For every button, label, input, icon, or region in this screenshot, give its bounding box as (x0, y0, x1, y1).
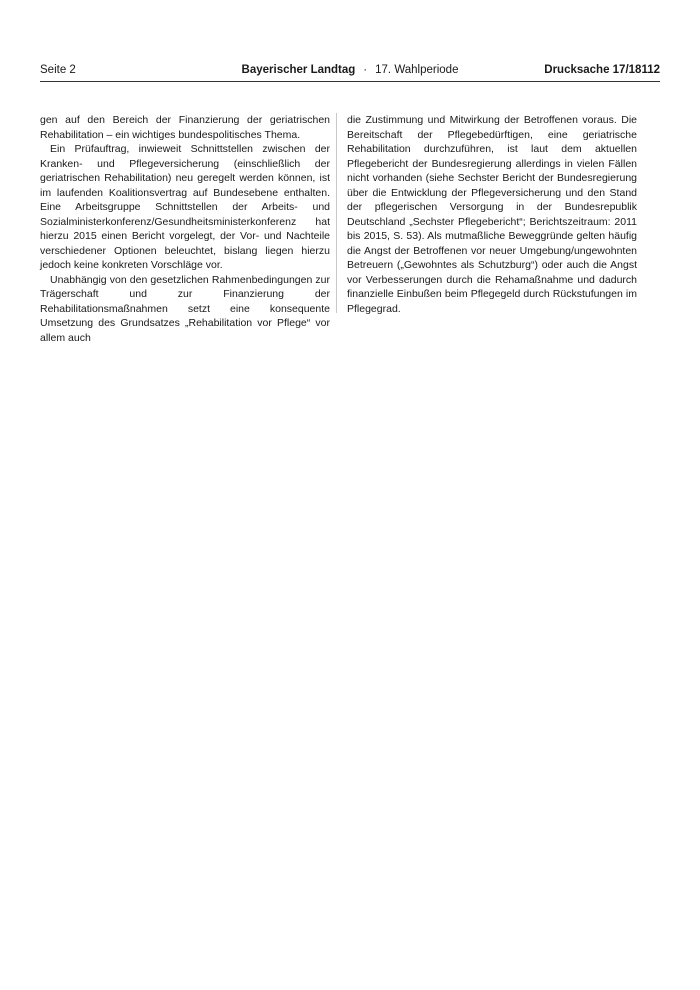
page-number: Seite 2 (40, 64, 76, 76)
institution-name: Bayerischer Landtag (241, 64, 356, 76)
left-column (40, 113, 330, 345)
column-divider (336, 113, 337, 313)
legislative-period: 17. Wahlperiode (375, 64, 459, 76)
left-paragraph-1: gen auf den Bereich der Finanzierung der geriatrischen Rehabilitation – ein wichtiges bundespolitisches Thema. (40, 114, 330, 141)
left-paragraph-2: Ein Prüfauftrag, inwieweit Schnittstellen zwischen der Kranken- und Pflegeversicherung (einschließlich der geriatrischen Rehabilitation) neu geregelt werden können, ist im laufenden Koalitionsvertrag auf Bundesebene enthalten. Eine Arbeitsgruppe Schnittstellen der Arbeits- und Sozialministerkonferenz/Gesundheitsministerkonferenz hat hierzu 2015 einen Bericht vorgelegt, der Vor- und Nachteile verschiedener Optionen beleuchtet, bislang liegen hierzu jedoch keine konkreten Vorschläge vor. (40, 143, 330, 271)
document-number: Drucksache 17/18112 (544, 64, 660, 76)
right-paragraph-1: die Zustimmung und Mitwirkung der Betroffenen voraus. Die Bereitschaft der Pflegebedürftigen, eine geriatrische Rehabilitation durchzuführen, ist laut dem aktuellen Pflegebericht der Bundesregierung allerdings in vielen Fällen nicht vorhanden (siehe Sechster Bericht der Bundesregierung über die Entwicklung der Pflegeversicherung und den Stand der pflegerischen Versorgung in der Bundesrepublik Deutschland „Sechster Pflegebericht“; Berichtszeitraum: 2011 bis 2015, S. 53). Als mutmaßliche Beweggründe gelten häufig die Angst der Betroffenen vor neuer Umgebung/ungewohnten Betreuern („Gewohntes als Schutzburg“) oder auch die Angst vor Verbesserungen durch die Rehamaßnahme und dadurch finanzielle Einbußen beim Pflegegeld durch Rückstufungen im Pflegegrad. (347, 114, 637, 315)
header-rule (40, 81, 660, 82)
left-paragraph-3: Unabhängig von den gesetzlichen Rahmenbedingungen zur Trägerschaft und zur Finanzierung der Rehabilitationsmaßnahmen setzt eine konsequente Umsetzung des Grundsatzes „Rehabilitation vor Pflege“ vor allem auch (40, 273, 330, 344)
page-header (40, 62, 660, 80)
right-column (347, 113, 637, 316)
header-separator: · (363, 64, 368, 76)
